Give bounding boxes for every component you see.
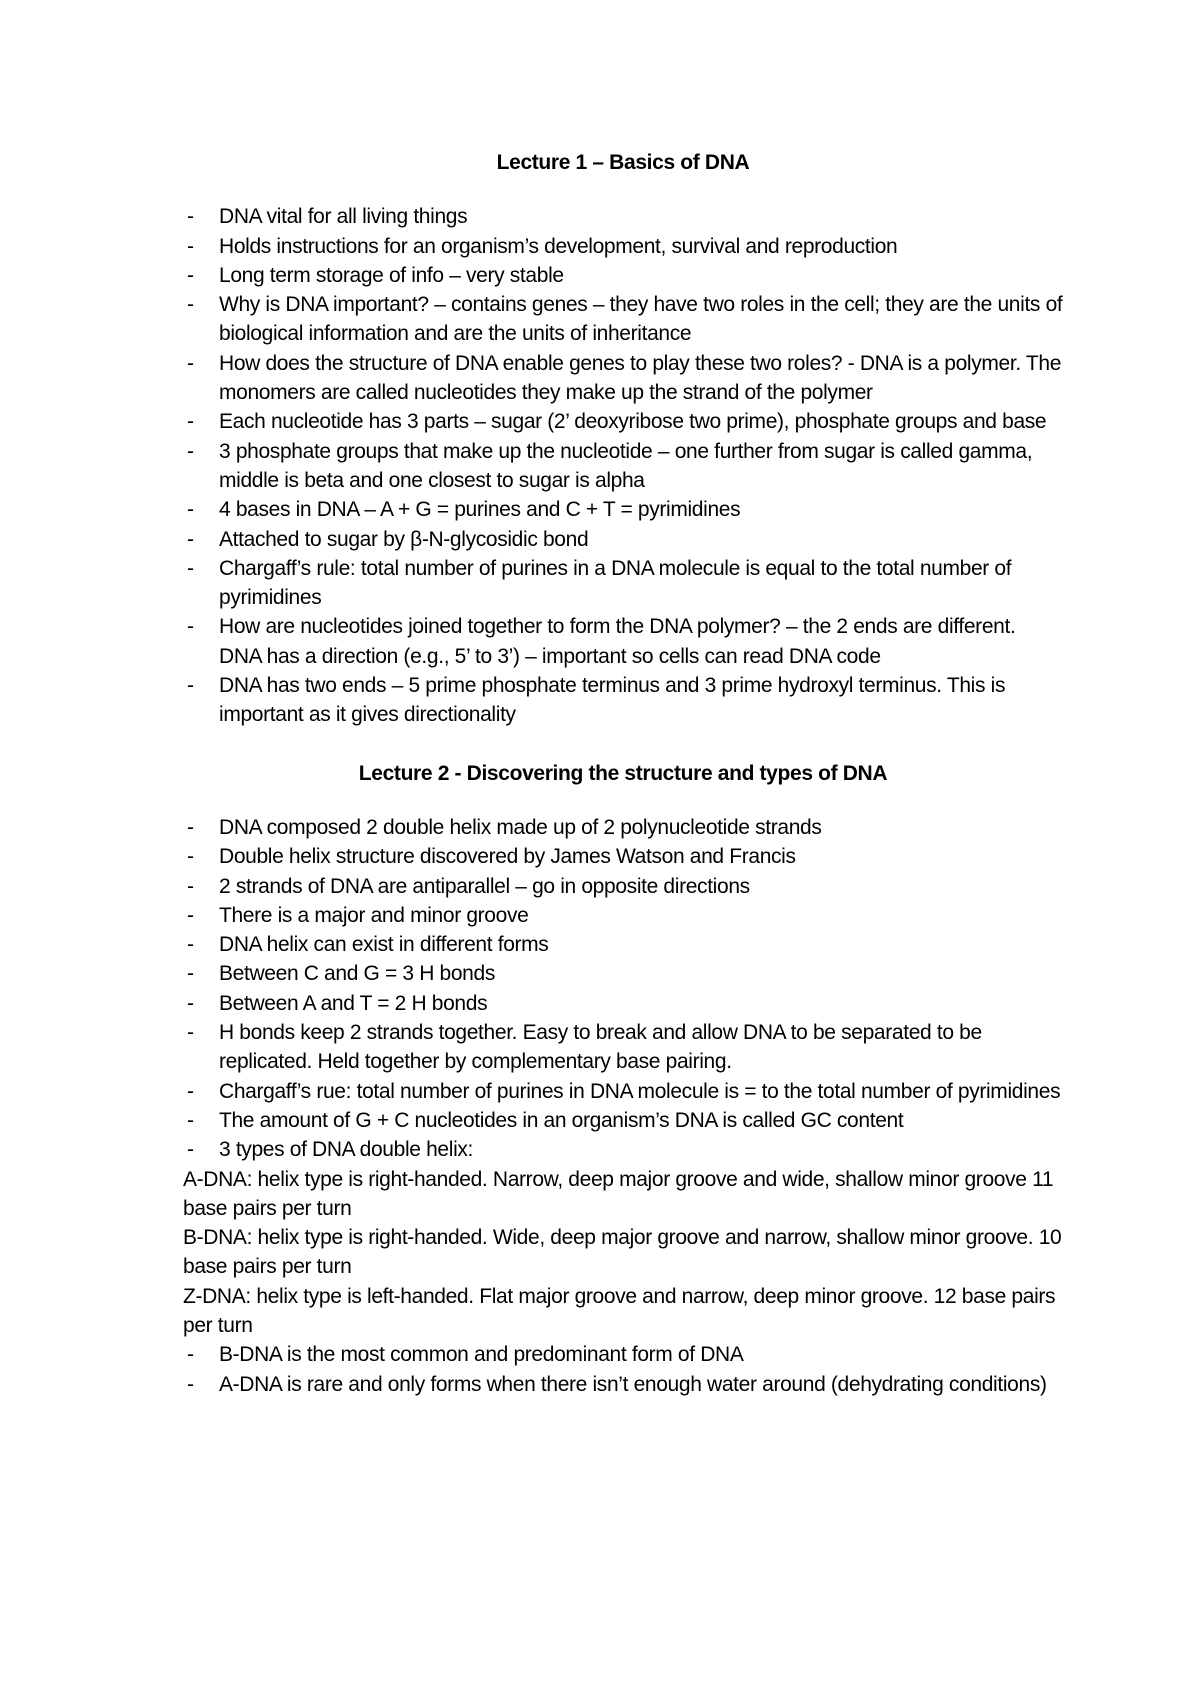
list-item: - DNA vital for all living things (183, 202, 1063, 231)
list-item: - H bonds keep 2 strands together. Easy to break and allow DNA to be separated to be replicated. Held together by complementary base pairing. (183, 1018, 1063, 1077)
helix-type-z-dna: Z-DNA: helix type is left-handed. Flat major groove and narrow, deep minor groove. 12 base pairs per turn (183, 1284, 1056, 1337)
lecture-2-closing-bullet-list (183, 1340, 1063, 1399)
list-item: - 3 types of DNA double helix: (183, 1135, 1063, 1164)
list-item: - Double helix structure discovered by James Watson and Francis (183, 842, 1063, 871)
list-item: - There is a major and minor groove (183, 901, 1063, 930)
list-item: - A-DNA is rare and only forms when there isn’t enough water around (dehydrating conditions) (183, 1370, 1063, 1399)
lecture-2-bullet-list (183, 813, 1063, 1165)
list-item: - How does the structure of DNA enable genes to play these two roles? - DNA is a polymer. The monomers are called nucleotides they make up the strand of the polymer (183, 349, 1063, 408)
list-item: - Chargaff’s rue: total number of purines in DNA molecule is = to the total number of pyrimidines (183, 1077, 1063, 1106)
document-body (183, 148, 1063, 1399)
list-item: - 3 phosphate groups that make up the nucleotide – one further from sugar is called gamma, middle is beta and one closest to sugar is alpha (183, 437, 1063, 496)
list-item: - Chargaff’s rule: total number of purines in a DNA molecule is equal to the total number of pyrimidines (183, 554, 1063, 613)
lecture-1-bullet-list (183, 202, 1063, 729)
lecture-2-heading: Lecture 2 - Discovering the structure and types of DNA (358, 761, 888, 785)
list-item: - Long term storage of info – very stable (183, 261, 1063, 290)
lecture-1-heading: Lecture 1 – Basics of DNA (496, 151, 750, 174)
list-item: - How are nucleotides joined together to form the DNA polymer? – the 2 ends are different. DNA has a direction (e.g., 5’ to 3’) – important so cells can read DNA code (183, 612, 1063, 671)
list-item: - Between C and G = 3 H bonds (183, 959, 1063, 988)
helix-type-a-dna: A-DNA: helix type is right-handed. Narrow, deep major groove and wide, shallow minor groove 11 base pairs per turn (183, 1167, 1054, 1220)
list-item: - The amount of G + C nucleotides in an organism’s DNA is called GC content (183, 1106, 1063, 1135)
list-item: - DNA composed 2 double helix made up of 2 polynucleotide strands (183, 813, 1063, 842)
list-item: - 2 strands of DNA are antiparallel – go in opposite directions (183, 872, 1063, 901)
list-item: - DNA helix can exist in different forms (183, 930, 1063, 959)
list-item: - Holds instructions for an organism’s development, survival and reproduction (183, 232, 1063, 261)
list-item: - Between A and T = 2 H bonds (183, 989, 1063, 1018)
list-item: - Attached to sugar by β-N-glycosidic bond (183, 525, 1063, 554)
list-item: - 4 bases in DNA – A + G = purines and C + T = pyrimidines (183, 495, 1063, 524)
list-item: - B-DNA is the most common and predominant form of DNA (183, 1340, 1063, 1369)
helix-type-b-dna: B-DNA: helix type is right-handed. Wide, deep major groove and narrow, shallow minor groove. 10 base pairs per turn (183, 1226, 1062, 1279)
list-item: - DNA has two ends – 5 prime phosphate terminus and 3 prime hydroxyl terminus. This is important as it gives directionality (183, 671, 1063, 730)
list-item: - Each nucleotide has 3 parts – sugar (2’ deoxyribose two prime), phosphate groups and base (183, 407, 1063, 436)
list-item: - Why is DNA important? – contains genes – they have two roles in the cell; they are the units of biological information and are the units of inheritance (183, 290, 1063, 349)
